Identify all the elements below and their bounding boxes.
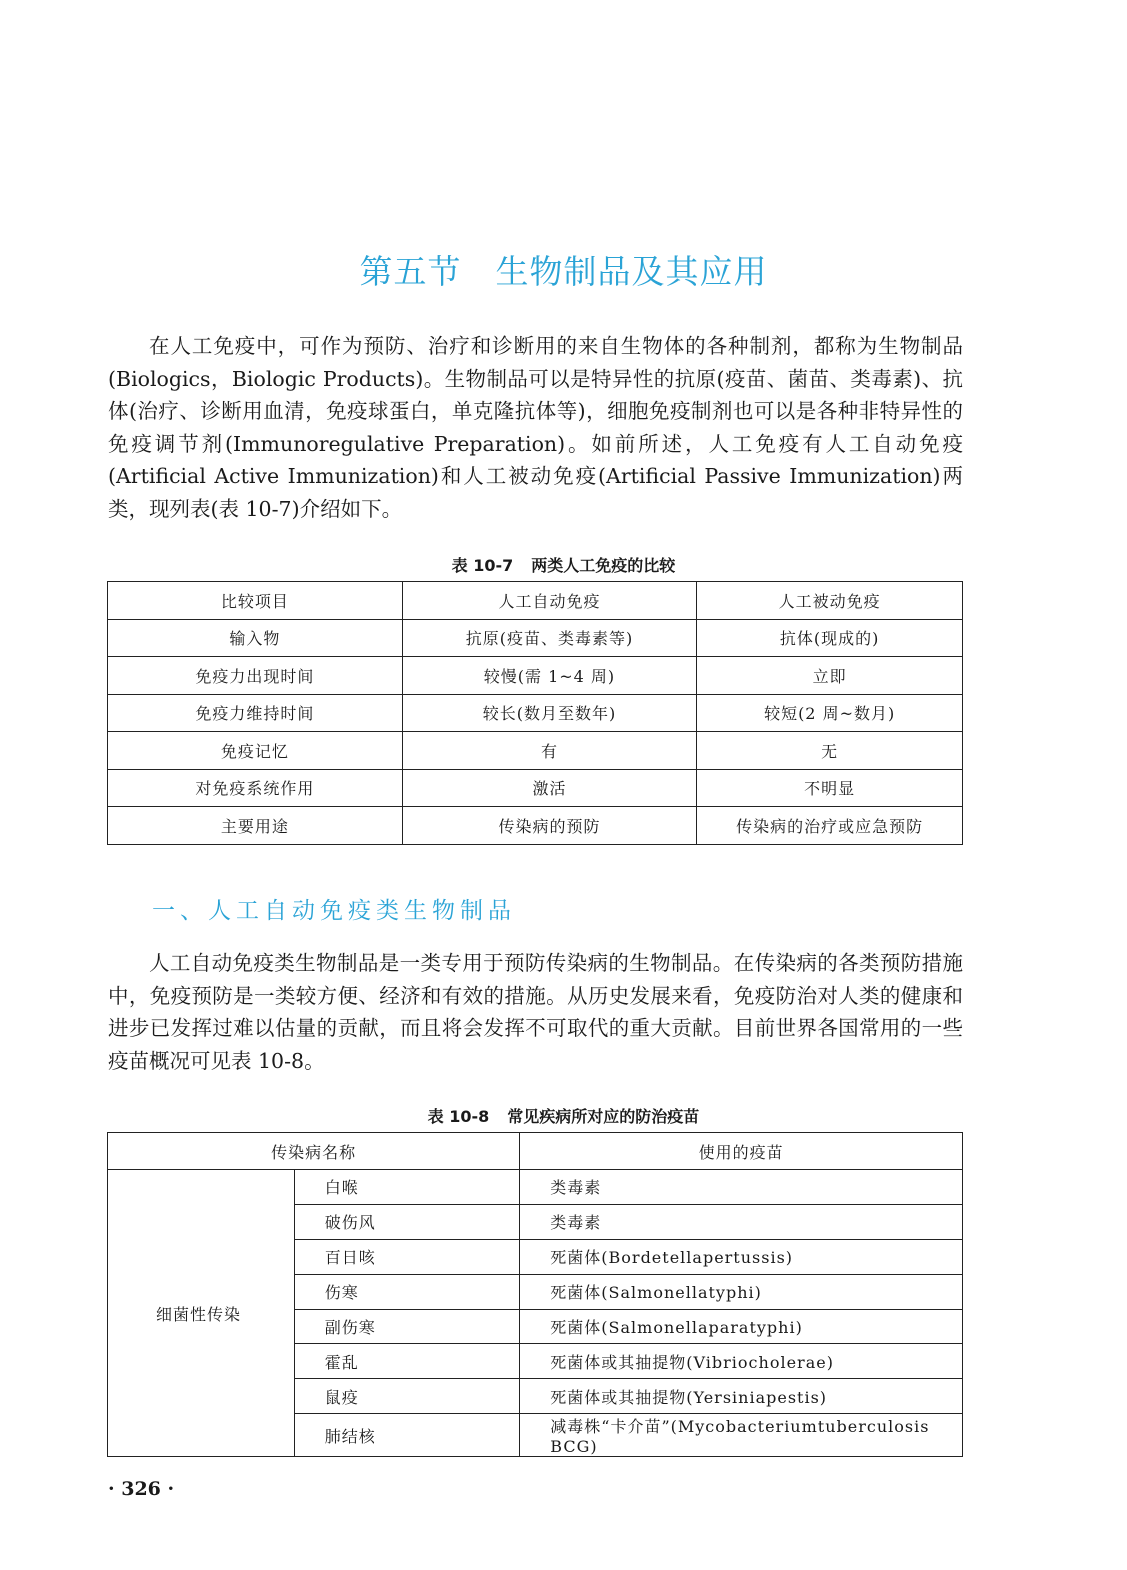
table2-caption: [0, 1104, 1127, 1127]
table-cell: 免疫力维持时间: [108, 694, 403, 732]
table-header-cell: 比较项目: [108, 582, 403, 620]
disease-name-cell: 伤寒: [294, 1274, 520, 1309]
table1-caption-text: 两类人工免疫的比较: [531, 556, 676, 575]
vaccine-cell: 类毒素: [520, 1170, 963, 1205]
table-cell: 对免疫系统作用: [108, 769, 403, 807]
table-cell: 无: [697, 732, 963, 770]
vaccine-cell: 死菌体(Salmonellatyphi): [520, 1274, 963, 1309]
table-header-cell: 使用的疫苗: [520, 1133, 963, 1170]
section-title: [0, 246, 1127, 293]
vaccine-cell: 死菌体(Bordetellapertussis): [520, 1239, 963, 1274]
disease-name-cell: 副伤寒: [294, 1309, 520, 1344]
table-header-row: [108, 1133, 963, 1170]
table-cell: 有: [402, 732, 697, 770]
subsection-title: 一、人工自动免疫类生物制品: [152, 898, 516, 924]
disease-category-cell: 细菌性传染: [108, 1170, 295, 1457]
immunity-comparison-table: [107, 581, 963, 845]
table-cell: 免疫力出现时间: [108, 657, 403, 695]
table-cell: 抗原(疫苗、类毒素等): [402, 619, 697, 657]
table-cell: 不明显: [697, 769, 963, 807]
table-row: [108, 1170, 963, 1205]
table-header-cell: 人工被动免疫: [697, 582, 963, 620]
table2-caption-text: 常见疾病所对应的防治疫苗: [507, 1107, 700, 1126]
table-row: [108, 769, 963, 807]
table-cell: 传染病的治疗或应急预防: [697, 807, 963, 845]
table-header-cell: 人工自动免疫: [402, 582, 697, 620]
table-cell: 较短(2 周~数月): [697, 694, 963, 732]
table1-caption-number: 表 10-7: [451, 556, 514, 575]
table2-caption-number: 表 10-8: [427, 1107, 490, 1126]
table-row: [108, 657, 963, 695]
table-cell: 免疫记忆: [108, 732, 403, 770]
table-row: [108, 619, 963, 657]
vaccine-cell: 死菌体或其抽提物(Vibriocholerae): [520, 1344, 963, 1379]
table-cell: 较慢(需 1~4 周): [402, 657, 697, 695]
table1-caption: [0, 553, 1127, 576]
table-cell: 激活: [402, 769, 697, 807]
vaccine-cell: 减毒株“卡介苗”(Mycobacteriumtuberculosis BCG): [520, 1414, 963, 1457]
section-number: 第五节: [359, 252, 462, 291]
disease-name-cell: 百日咳: [294, 1239, 520, 1274]
table-header-row: [108, 582, 963, 620]
vaccine-cell: 死菌体(Salmonellaparatyphi): [520, 1309, 963, 1344]
vaccine-cell: 死菌体或其抽提物(Yersiniapestis): [520, 1379, 963, 1414]
table-cell: 立即: [697, 657, 963, 695]
table-row: [108, 694, 963, 732]
table-row: [108, 807, 963, 845]
table-cell: 主要用途: [108, 807, 403, 845]
intro-paragraph: 在人工免疫中，可作为预防、治疗和诊断用的来自生物体的各种制剂，都称为生物制品(Biologics，Biologic Products)。生物制品可以是特异性的抗原(疫苗、菌苗、类毒素)、抗体(治疗、诊断用血清，免疫球蛋白，单克隆抗体等)，细胞免疫制剂也可以是各种非特异性的免疫调节剂(Immunoregulative Preparation)。如前所述，人工免疫有人工自动免疫(Artificial Active Immunization)和人工被动免疫(Artificial Passive Immunization)两类，现列表(表 10-7)介绍如下。: [108, 334, 963, 521]
table-header-cell: 传染病名称: [108, 1133, 520, 1170]
vaccine-cell: 类毒素: [520, 1204, 963, 1239]
disease-name-cell: 破伤风: [294, 1204, 520, 1239]
disease-name-cell: 肺结核: [294, 1414, 520, 1457]
table-cell: 输入物: [108, 619, 403, 657]
second-paragraph: 人工自动免疫类生物制品是一类专用于预防传染病的生物制品。在传染病的各类预防措施中，免疫预防是一类较方便、经济和有效的措施。从历史发展来看，免疫防治对人类的健康和进步已发挥过难以估量的贡献，而且将会发挥不可取代的重大贡献。目前世界各国常用的一些疫苗概况可见表 10-8。: [108, 951, 963, 1073]
table-cell: 较长(数月至数年): [402, 694, 697, 732]
table-row: [108, 732, 963, 770]
disease-name-cell: 白喉: [294, 1170, 520, 1205]
disease-name-cell: 霍乱: [294, 1344, 520, 1379]
vaccine-table: [107, 1132, 963, 1457]
table-cell: 传染病的预防: [402, 807, 697, 845]
disease-name-cell: 鼠疫: [294, 1379, 520, 1414]
table-cell: 抗体(现成的): [697, 619, 963, 657]
section-heading: 生物制品及其应用: [495, 252, 768, 291]
page-number: · 326 ·: [108, 1478, 175, 1500]
